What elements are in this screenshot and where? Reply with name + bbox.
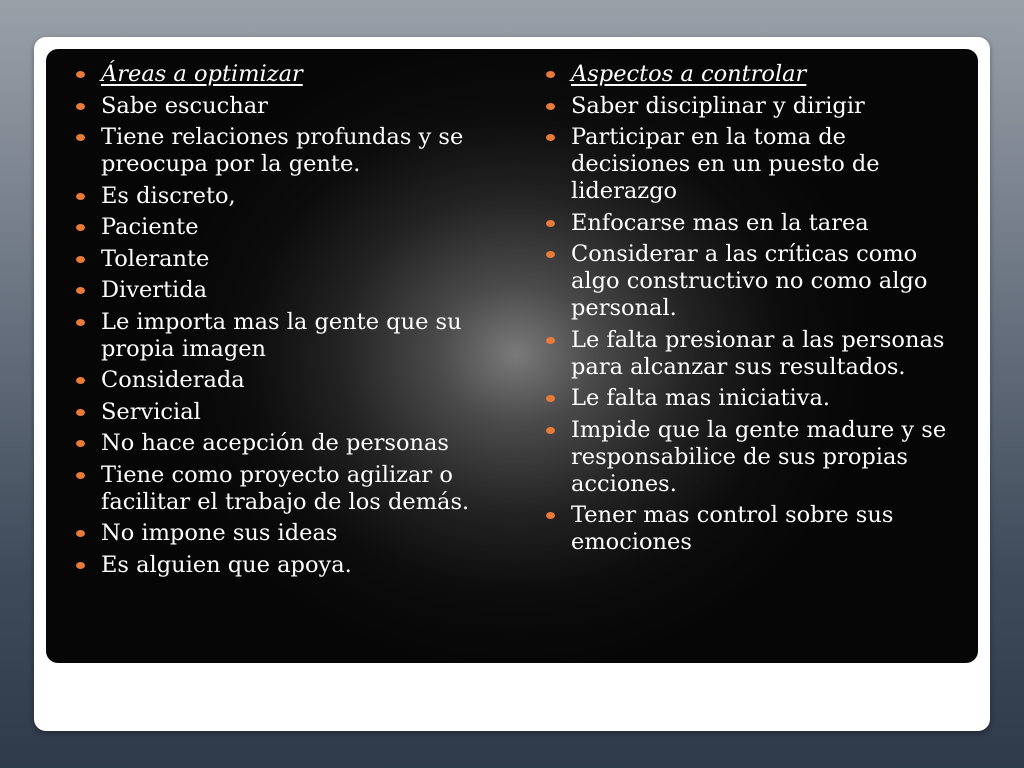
bullet-icon bbox=[546, 134, 555, 141]
left-list-item: Servicial bbox=[76, 399, 506, 426]
bullet-icon bbox=[546, 71, 555, 78]
left-list-item: Es discreto, bbox=[76, 183, 506, 210]
left-list-item: Divertida bbox=[76, 277, 506, 304]
bullet-icon bbox=[546, 395, 555, 402]
bullet-icon bbox=[76, 472, 85, 479]
bullet-icon bbox=[76, 287, 85, 294]
bullet-icon bbox=[76, 224, 85, 231]
bullet-icon bbox=[546, 103, 555, 110]
bullet-icon bbox=[76, 319, 85, 326]
right-list-item: Saber disciplinar y dirigir bbox=[546, 93, 966, 120]
bullet-icon bbox=[76, 103, 85, 110]
left-list-item: Tolerante bbox=[76, 246, 506, 273]
bullet-icon bbox=[546, 251, 555, 258]
bullet-icon bbox=[76, 134, 85, 141]
left-list-item: Sabe escuchar bbox=[76, 93, 506, 120]
right-list-item: Le falta presionar a las personas para alcanzar sus resultados. bbox=[546, 327, 966, 381]
bullet-icon bbox=[76, 193, 85, 200]
content-panel bbox=[46, 49, 978, 663]
bullet-icon bbox=[546, 337, 555, 344]
left-list-item: No impone sus ideas bbox=[76, 520, 506, 547]
bullet-icon bbox=[76, 562, 85, 569]
left-list-item: Le importa mas la gente que su propia imagen bbox=[76, 309, 506, 363]
bullet-icon bbox=[76, 530, 85, 537]
bullet-icon bbox=[76, 440, 85, 447]
right-list-item: Impide que la gente madure y se responsabilice de sus propias acciones. bbox=[546, 417, 966, 498]
left-list-item: Tiene relaciones profundas y se preocupa por la gente. bbox=[76, 124, 506, 178]
bullet-icon bbox=[76, 256, 85, 263]
left-heading-text: Áreas a optimizar bbox=[101, 61, 303, 87]
bullet-icon bbox=[546, 512, 555, 519]
bullet-icon bbox=[76, 409, 85, 416]
bullet-icon bbox=[546, 427, 555, 434]
left-list-item: Paciente bbox=[76, 214, 506, 241]
right-list-item: Considerar a las críticas como algo constructivo no como algo personal. bbox=[546, 241, 966, 322]
left-list-item: Es alguien que apoya. bbox=[76, 552, 506, 579]
right-list-item: Le falta mas iniciativa. bbox=[546, 385, 966, 412]
left-bullet-list bbox=[76, 61, 506, 583]
slide-frame bbox=[34, 37, 990, 731]
left-list-item: Tiene como proyecto agilizar o facilitar el trabajo de los demás. bbox=[76, 462, 506, 516]
right-list-item: Enfocarse mas en la tarea bbox=[546, 210, 966, 237]
bullet-icon bbox=[76, 71, 85, 78]
left-list-heading bbox=[76, 61, 506, 88]
bullet-icon bbox=[546, 220, 555, 227]
right-bullet-list bbox=[546, 61, 966, 561]
left-list-item: No hace acepción de personas bbox=[76, 430, 506, 457]
right-list-item: Tener mas control sobre sus emociones bbox=[546, 502, 966, 556]
bullet-icon bbox=[76, 377, 85, 384]
left-list-item: Considerada bbox=[76, 367, 506, 394]
right-heading-text: Aspectos a controlar bbox=[571, 61, 807, 87]
right-list-item: Participar en la toma de decisiones en un puesto de liderazgo bbox=[546, 124, 966, 205]
right-list-heading bbox=[546, 61, 966, 88]
